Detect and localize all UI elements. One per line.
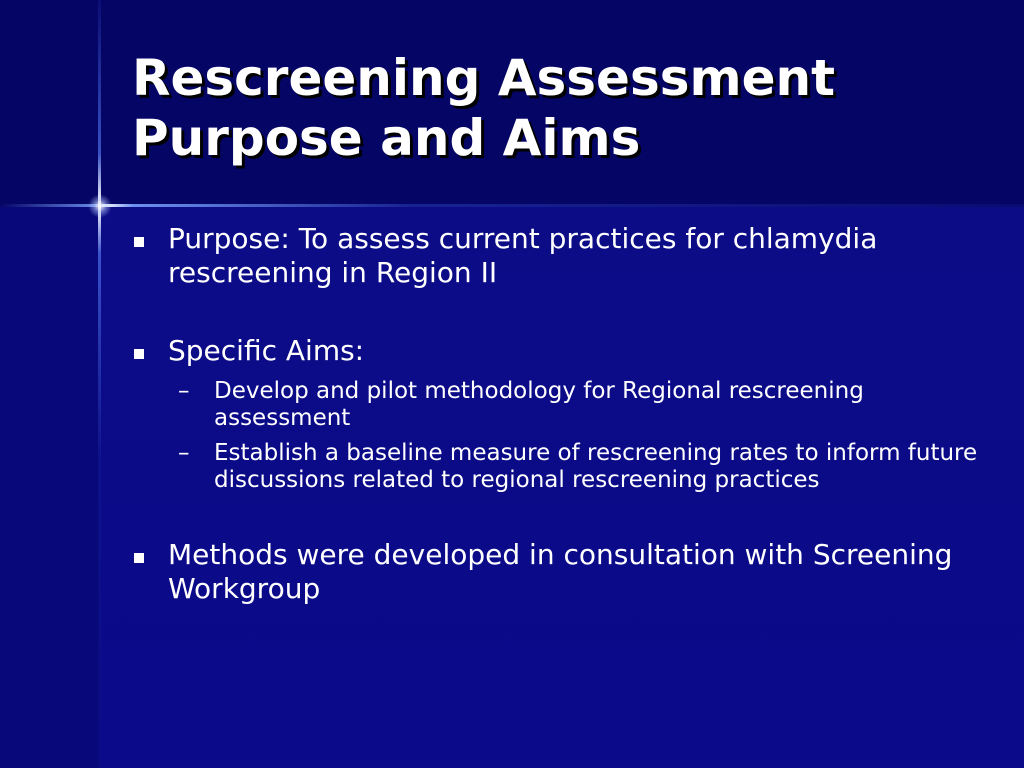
slide-title bbox=[132, 48, 1002, 168]
sub-bullet-develop-methodology bbox=[178, 378, 992, 432]
bullet-text: Specific Aims: bbox=[168, 334, 365, 367]
vertical-rule-decoration bbox=[98, 0, 101, 768]
bullet-specific-aims bbox=[132, 334, 992, 368]
dash-marker: – bbox=[178, 378, 190, 404]
bullet-text: Methods were developed in consultation with Screening Workgroup bbox=[168, 538, 953, 605]
sub-bullet-text: Develop and pilot methodology for Regional rescreening assessment bbox=[214, 378, 864, 431]
horizontal-rule-decoration bbox=[0, 204, 1024, 207]
dash-marker: – bbox=[178, 440, 190, 466]
square-bullet-icon bbox=[134, 553, 144, 563]
slide-title-line-1: Rescreening Assessment bbox=[132, 49, 835, 107]
bullet-methods bbox=[132, 538, 992, 606]
bullet-purpose bbox=[132, 222, 992, 290]
slide-title-line-2: Purpose and Aims bbox=[132, 109, 641, 167]
square-bullet-icon bbox=[134, 349, 144, 359]
bullet-text: Purpose: To assess current practices for chlamydia rescreening in Region II bbox=[168, 222, 878, 289]
sparkle-decoration bbox=[88, 194, 112, 218]
square-bullet-icon bbox=[134, 237, 144, 247]
sub-bullet-baseline-measure bbox=[178, 440, 992, 494]
slide-content bbox=[132, 222, 992, 606]
aims-sublist bbox=[132, 378, 992, 494]
sub-bullet-text: Establish a baseline measure of rescreening rates to inform future discussions related to regional rescreening practices bbox=[214, 440, 978, 493]
